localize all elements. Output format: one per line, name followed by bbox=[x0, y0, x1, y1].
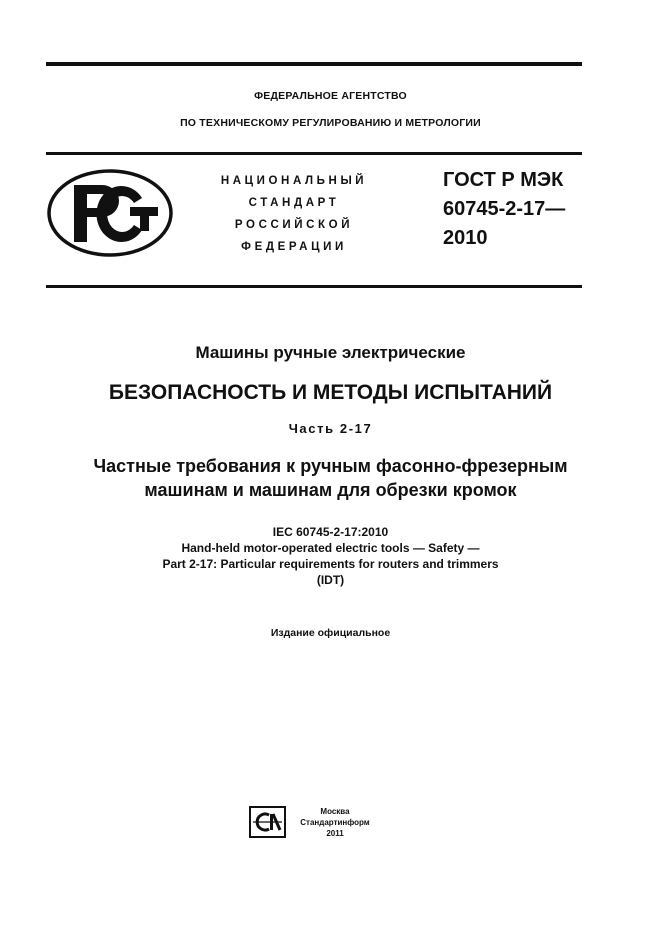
standard-number-line-1: ГОСТ Р МЭК bbox=[443, 169, 564, 191]
national-standard-line-3: РОССИЙСКОЙ bbox=[234, 219, 354, 231]
iec-reference bbox=[0, 524, 661, 588]
standard-number bbox=[443, 166, 593, 253]
top-rule bbox=[46, 62, 582, 66]
standard-number-line-3: 2010 bbox=[443, 227, 488, 249]
national-standard-line-4: ФЕДЕРАЦИИ bbox=[241, 241, 347, 253]
iec-line-2: Hand-held motor-operated electric tools — Safety — bbox=[181, 541, 480, 555]
document-subtitle: Машины ручные электрические bbox=[195, 343, 466, 362]
publisher-city: Москва bbox=[320, 807, 350, 816]
standard-number-line-2: 60745-2-17— bbox=[443, 198, 566, 220]
standartinform-logo-icon bbox=[249, 806, 286, 838]
publisher-info bbox=[292, 806, 378, 839]
national-standard-line-1: НАЦИОНАЛЬНЫЙ bbox=[220, 175, 368, 187]
iec-line-3: Part 2-17: Particular requirements for routers and trimmers bbox=[162, 557, 499, 571]
publisher-year: 2011 bbox=[326, 829, 344, 838]
agency-line-2: ПО ТЕХНИЧЕСКОМУ РЕГУЛИРОВАНИЮ И МЕТРОЛОГИИ bbox=[180, 117, 481, 129]
specific-title-line-2: машинам и машинам для обрезки кромок bbox=[144, 480, 517, 500]
national-standard-line-2: СТАНДАРТ bbox=[248, 197, 340, 209]
document-specific-title bbox=[0, 454, 661, 502]
publisher-name: Стандартинформ bbox=[300, 818, 370, 827]
document-title: БЕЗОПАСНОСТЬ И МЕТОДЫ ИСПЫТАНИЙ bbox=[108, 381, 553, 404]
agency-line-1: ФЕДЕРАЛЬНОЕ АГЕНТСТВО bbox=[254, 90, 407, 102]
national-standard-label bbox=[196, 170, 392, 258]
header-rule bbox=[46, 152, 582, 155]
iec-line-1: IEC 60745-2-17:2010 bbox=[272, 525, 389, 539]
rst-certification-logo-icon bbox=[46, 168, 174, 258]
iec-line-4: (IDT) bbox=[316, 573, 345, 587]
specific-title-line-1: Частные требования к ручным фасонно-фрезерным bbox=[93, 456, 568, 476]
edition-label: Издание официальное bbox=[270, 627, 391, 639]
document-part: Часть 2-17 bbox=[288, 421, 373, 436]
title-block-rule bbox=[46, 285, 582, 288]
